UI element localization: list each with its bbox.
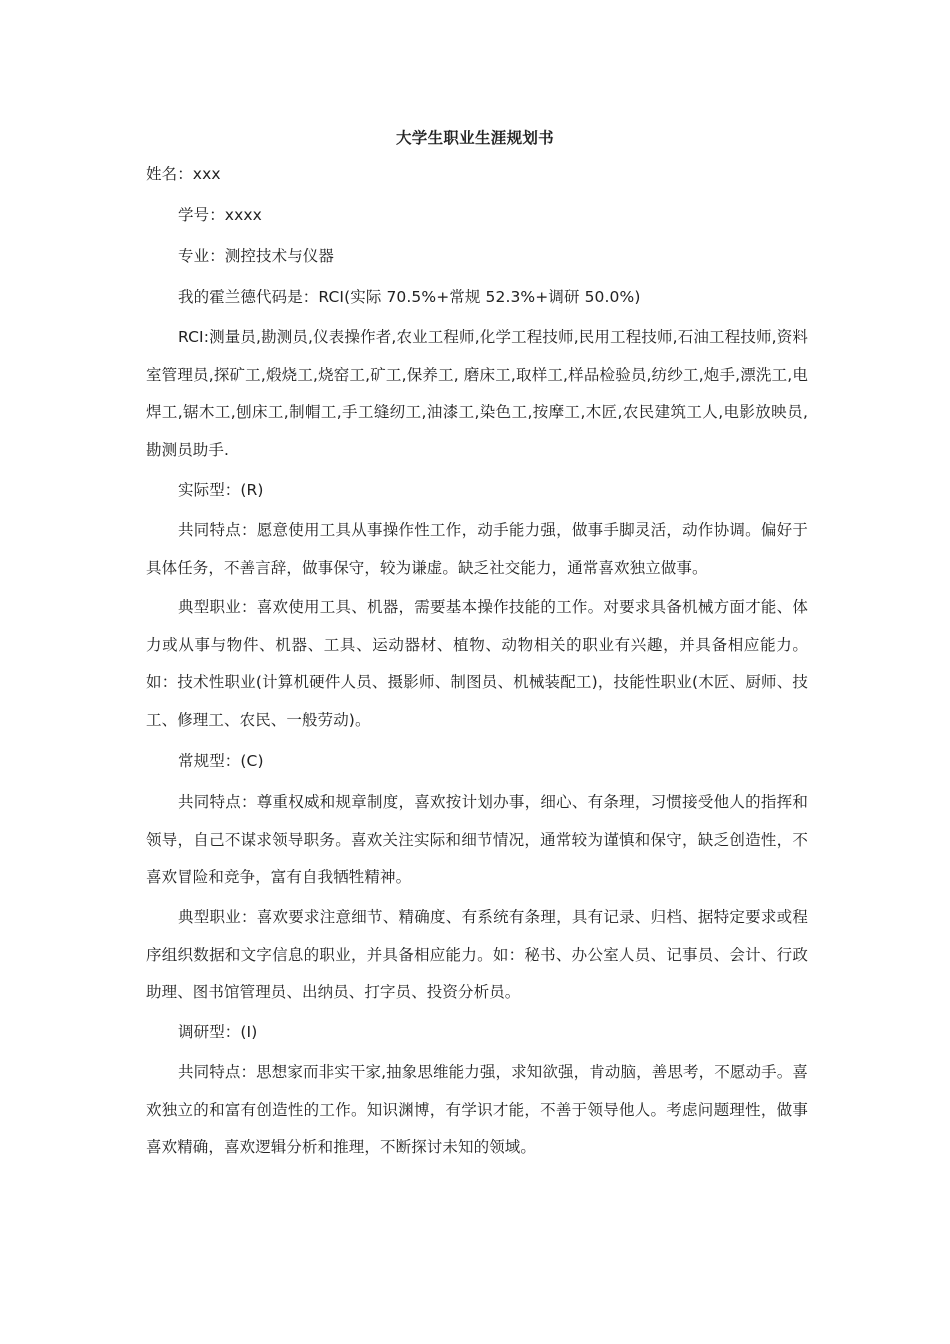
document-title: 大学生职业生涯规划书 <box>395 129 554 147</box>
rci-jobs-paragraph: RCI:测量员,勘测员,仪表操作者,农业工程师,化学工程技师,民用工程技师,石油工程技师,资料室管理员,探矿工,煅烧工,烧窑工,矿工,保养工, 磨床工,取样工,样品检验员,纺纱工,炮手,漂洗工,电焊工,锯木工,刨床工,制帽工,手工缝纫工,油漆工,染色工,按摩工,木匠,农民建筑工人,电影放映员,勘测员助手. <box>146 328 808 459</box>
student-id-line: 学号：xxxx <box>178 206 262 224</box>
conventional-heading: 常规型：(C) <box>178 752 264 770</box>
name-line: 姓名：xxx <box>146 165 221 183</box>
realistic-jobs-paragraph: 典型职业：喜欢使用工具、机器，需要基本操作技能的工作。对要求具备机械方面才能、体力或从事与物件、机器、工具、运动器材、植物、动物相关的职业有兴趣，并具备相应能力。如：技术性职业(计算机硬件人员、摄影师、制图员、机械装配工)，技能性职业(木匠、厨师、技工、修理工、农民、一般劳动)。 <box>146 598 808 729</box>
holland-code-line: 我的霍兰德代码是：RCI(实际 70.5%+常规 52.3%+调研 50.0%) <box>178 288 641 306</box>
realistic-traits-paragraph: 共同特点：愿意使用工具从事操作性工作，动手能力强，做事手脚灵活，动作协调。偏好于具体任务，不善言辞，做事保守，较为谦虚。缺乏社交能力，通常喜欢独立做事。 <box>146 521 808 577</box>
investigative-traits-paragraph: 共同特点：思想家而非实干家,抽象思维能力强，求知欲强，肯动脑，善思考，不愿动手。喜欢独立的和富有创造性的工作。知识渊博，有学识才能，不善于领导他人。考虑问题理性，做事喜欢精确，喜欢逻辑分析和推理，不断探讨未知的领域。 <box>146 1063 808 1156</box>
major-line: 专业：测控技术与仪器 <box>178 247 335 265</box>
conventional-traits-paragraph: 共同特点：尊重权威和规章制度，喜欢按计划办事，细心、有条理，习惯接受他人的指挥和领导，自己不谋求领导职务。喜欢关注实际和细节情况，通常较为谨慎和保守，缺乏创造性，不喜欢冒险和竞争，富有自我牺牲精神。 <box>146 793 808 886</box>
investigative-heading: 调研型：(I) <box>178 1023 258 1041</box>
realistic-heading: 实际型：(R) <box>178 481 264 499</box>
conventional-jobs-paragraph: 典型职业：喜欢要求注意细节、精确度、有系统有条理，具有记录、归档、据特定要求或程序组织数据和文字信息的职业，并具备相应能力。如：秘书、办公室人员、记事员、会计、行政助理、图书馆管理员、出纳员、打字员、投资分析员。 <box>146 908 808 1001</box>
